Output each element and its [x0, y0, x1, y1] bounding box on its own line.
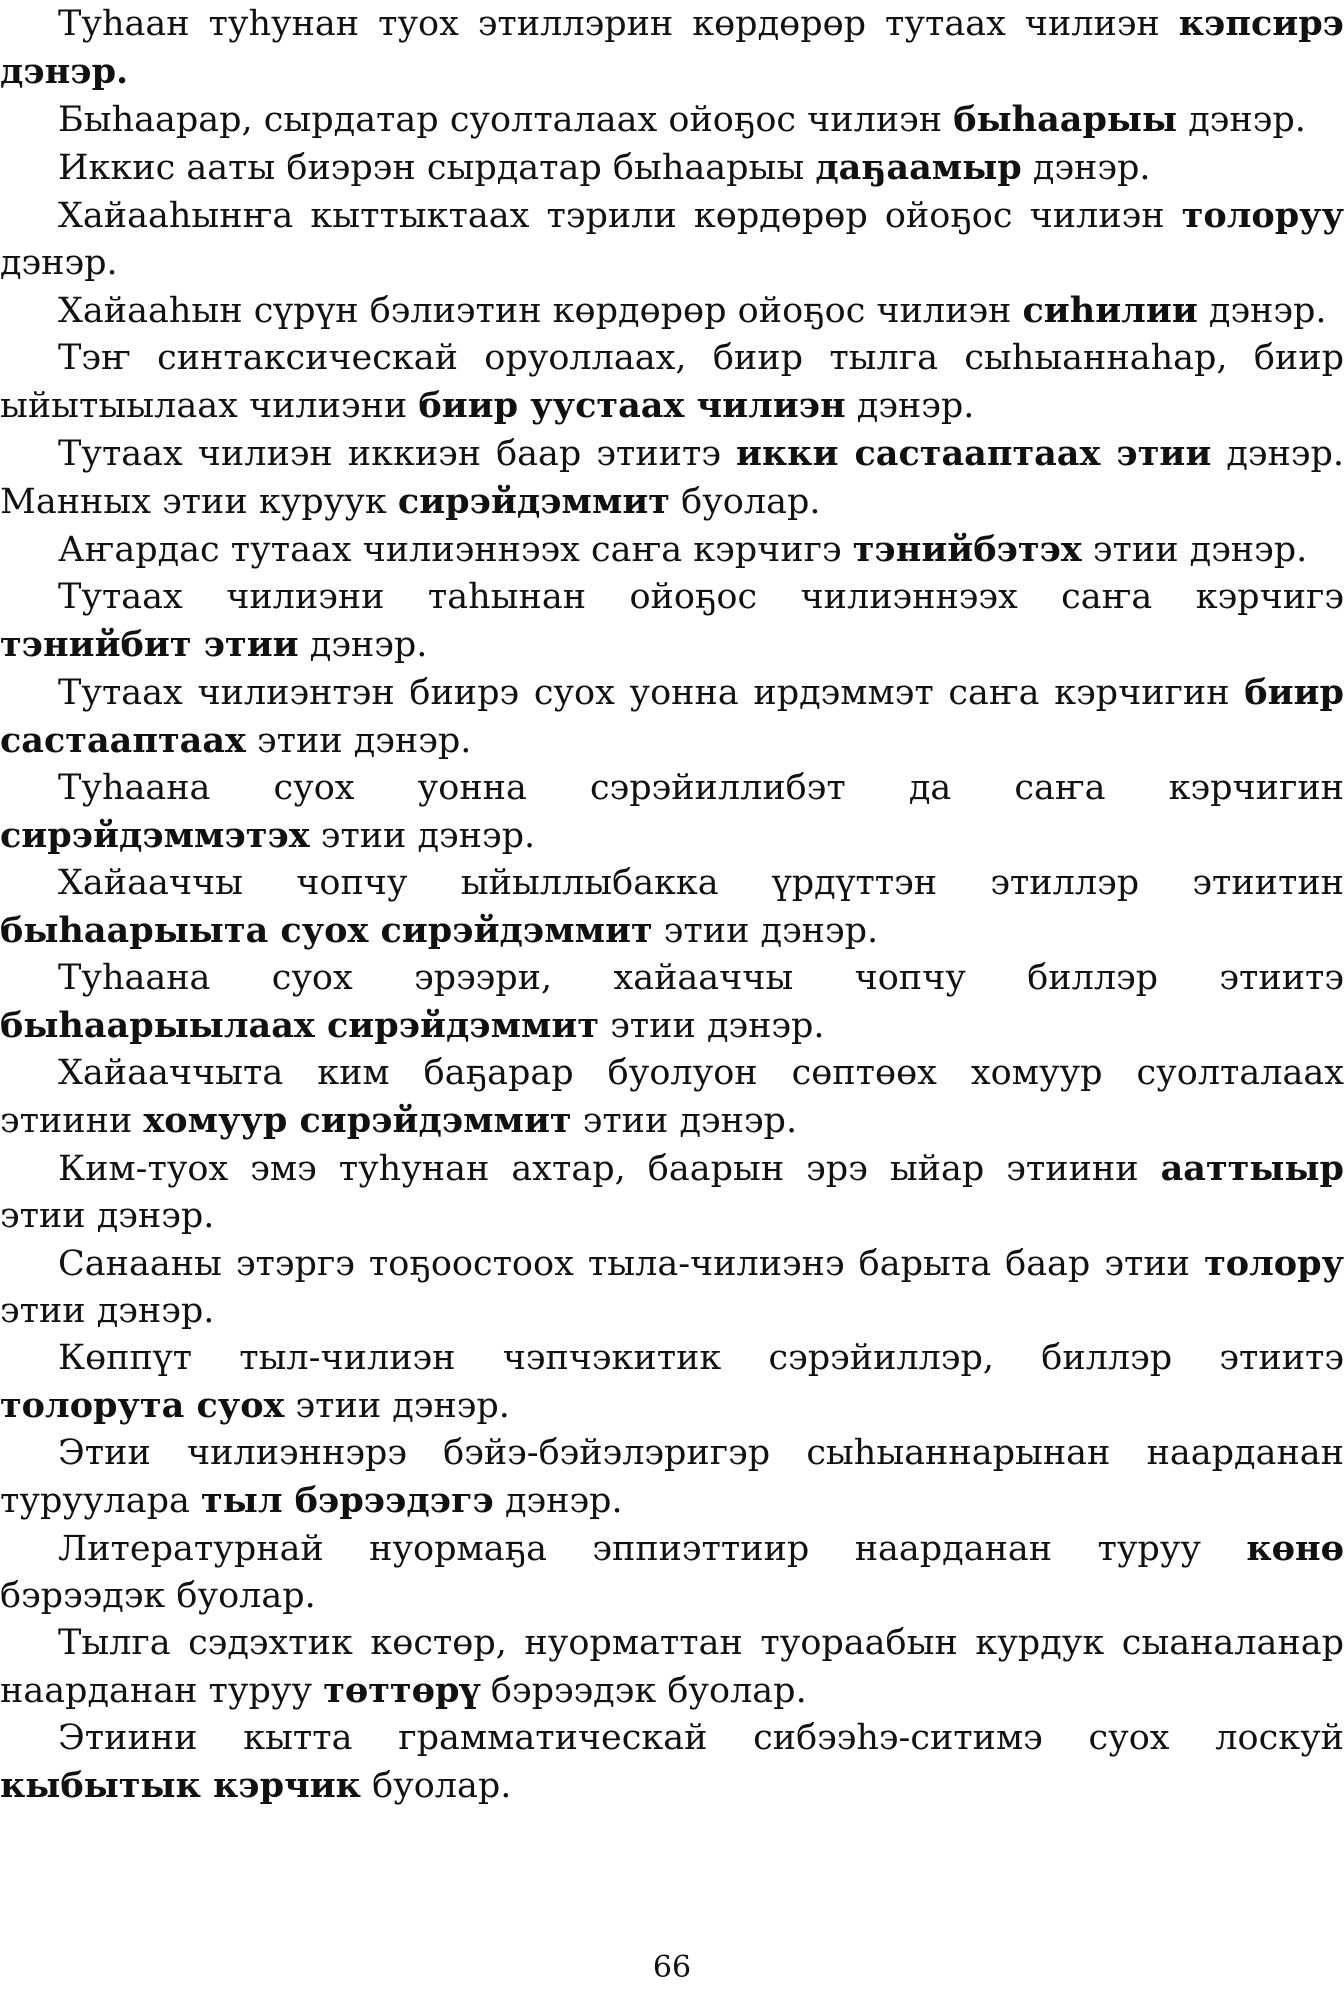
text-run: бэрээдэк буолар.	[479, 1671, 807, 1711]
text-run: Хайааччыта ким баҕарар буолуон сөптөөх хомуур суолталаах этиини	[0, 1053, 1344, 1141]
text-run: Тылга сэдэхтик көстөр, нуорматтан туораабын курдук сыаналанар наарданан туруу	[0, 1623, 1344, 1711]
term-bold: кэпсирэ дэнэр.	[0, 3, 1344, 92]
paragraph	[0, 144, 1344, 192]
paragraph	[0, 192, 1344, 287]
page-number: 66	[652, 1950, 692, 1985]
text-run: Көппүт тыл-чилиэн чэпчэкитик сэрэйиллэр, биллэр этиитэ	[58, 1338, 1344, 1378]
text-run: этии дэнэр.	[0, 1196, 215, 1236]
term-bold: кыбытык кэрчик	[0, 1765, 361, 1806]
text-run: Этиини кытта грамматическай сибээhэ-ситимэ суох лоскуй	[58, 1718, 1344, 1758]
paragraph	[0, 765, 1344, 860]
text-run: Тутаах чилиэн иккиэн баар этиитэ	[58, 434, 736, 474]
text-run: Тэҥ синтаксическай оруоллаах, биир тылга сыhыаннаhар, биир ыйытыылаах чилиэни	[0, 338, 1344, 426]
term-bold: биир уустаах чилиэн	[418, 385, 846, 426]
term-bold: толорута суох	[0, 1385, 285, 1426]
paragraph	[0, 0, 1344, 96]
text-run: этии дэнэр.	[284, 1386, 510, 1426]
term-bold: икки састаaптаах этии	[735, 433, 1212, 474]
text-run: Санааны этэргэ тоҕоостоох тыла-чилиэнэ барыта баар этии	[58, 1244, 1205, 1284]
paragraph	[0, 1430, 1344, 1525]
text-run: дэнэр. Манных этии куруук	[0, 434, 1344, 522]
term-bold: сирэйдэммит	[397, 481, 670, 522]
text-run: дэнэр.	[493, 1481, 623, 1521]
paragraph	[0, 1525, 1344, 1620]
paragraph	[0, 1240, 1344, 1335]
text-run: этии дэнэр.	[1081, 530, 1308, 570]
text-run: этии дэнэр.	[0, 1291, 215, 1331]
paragraph	[0, 669, 1344, 765]
text-run: Тутаах чилиэни таhынан ойоҕос чилиэннээх саҥа кэрчигэ	[58, 577, 1344, 617]
text-run: Туhаан туhунан туох этиллэрин көрдөрөр тутаах чилиэн	[58, 4, 1179, 44]
paragraph	[0, 430, 1344, 526]
paragraph	[0, 287, 1344, 335]
text-run: этии дэнэр.	[599, 1006, 825, 1046]
paragraph	[0, 574, 1344, 669]
text-run: Этии чилиэннэрэ бэйэ-бэйэлэригэр сыhыаннарынан наарданан туруулара	[0, 1433, 1344, 1521]
term-bold: толоруу	[1181, 195, 1344, 236]
term-bold: быhаарыыта суох сирэйдэммит	[0, 910, 653, 951]
text-run: Литературнай нуормаҕа эппиэттиир наарданан туруу	[58, 1529, 1247, 1569]
paragraph	[0, 1335, 1344, 1430]
term-bold: сиhилии	[1022, 290, 1198, 331]
paragraph	[0, 96, 1344, 144]
paragraph	[0, 860, 1344, 955]
text-run: буолар.	[670, 482, 821, 522]
term-bold: быhаарыы	[953, 99, 1178, 140]
text-run: Аҥардас тутаах чилиэннээх саҥа кэрчигэ	[58, 530, 853, 570]
text-run: дэнэр.	[0, 243, 118, 283]
text-run: дэнэр.	[845, 386, 975, 426]
term-bold: тыл бэрээдэгэ	[201, 1480, 494, 1521]
text-run: Иккис ааты биэрэн сырдатар быhаарыы	[58, 148, 816, 188]
term-bold: ааттыыр	[1160, 1148, 1344, 1189]
term-bold: хомуур сирэйдэммит	[143, 1100, 572, 1141]
term-bold: даҕаамыр	[815, 147, 1022, 188]
term-bold: толору	[1204, 1243, 1344, 1284]
text-run: дэнэр.	[1021, 148, 1151, 188]
text-run: этии дэнэр.	[309, 816, 536, 856]
term-bold: быhаарыылаах сирэйдэммит	[0, 1005, 600, 1046]
text-run: Ким-туох эмэ туhунан ахтар, баарын эрэ ыйар этиини	[58, 1149, 1161, 1189]
text-run: Тутаах чилиэнтэн биирэ суох уонна ирдэммэт саҥа кэрчигин	[58, 673, 1245, 713]
paragraph	[0, 1715, 1344, 1810]
text-run: дэнэр.	[1177, 100, 1306, 140]
paragraph	[0, 1620, 1344, 1715]
term-bold: биир састаaптаах	[0, 672, 1344, 761]
text-run: Хайааhынҥа кыттыктаах тэрили көрдөрөр ойоҕос чилиэн	[58, 196, 1182, 236]
text-run: буолар.	[360, 1766, 512, 1806]
paragraph	[0, 335, 1344, 430]
term-bold: төттөрү	[323, 1670, 480, 1711]
paragraph	[0, 526, 1344, 574]
text-run: дэнэр.	[1197, 291, 1327, 331]
paragraph	[0, 955, 1344, 1050]
term-bold: сирэйдэммэтэх	[0, 815, 310, 856]
text-run: Быhаарар, сырдатар суолталаах ойоҕос чилиэн	[58, 100, 954, 140]
term-bold: тэнийбэтэх	[852, 529, 1082, 570]
text-run: этии дэнэр.	[652, 911, 879, 951]
text-run: этии дэнэр.	[571, 1101, 798, 1141]
text-run: Хайааhын сүрүн бэлиэтин көрдөрөр ойоҕос чилиэн	[58, 291, 1023, 331]
text-run: Туhаана суох эрээри, хайааччы чопчу биллэр этиитэ	[58, 958, 1344, 998]
text-run: бэрээдэк буолар.	[0, 1576, 316, 1616]
term-bold: тэнийбит этии	[0, 624, 299, 665]
paragraph	[0, 1145, 1344, 1240]
text-run: Хайааччы чопчу ыйыллыбакка үрдүттэн этиллэр этиитин	[58, 863, 1344, 903]
paragraph	[0, 1050, 1344, 1145]
text-run: Туhаана суох уонна сэрэйиллибэт да саҥа кэрчигин	[58, 768, 1344, 808]
text-run: дэнэр.	[298, 625, 428, 665]
text-run: этии дэнэр.	[245, 721, 472, 761]
term-bold: көнө	[1246, 1528, 1344, 1569]
